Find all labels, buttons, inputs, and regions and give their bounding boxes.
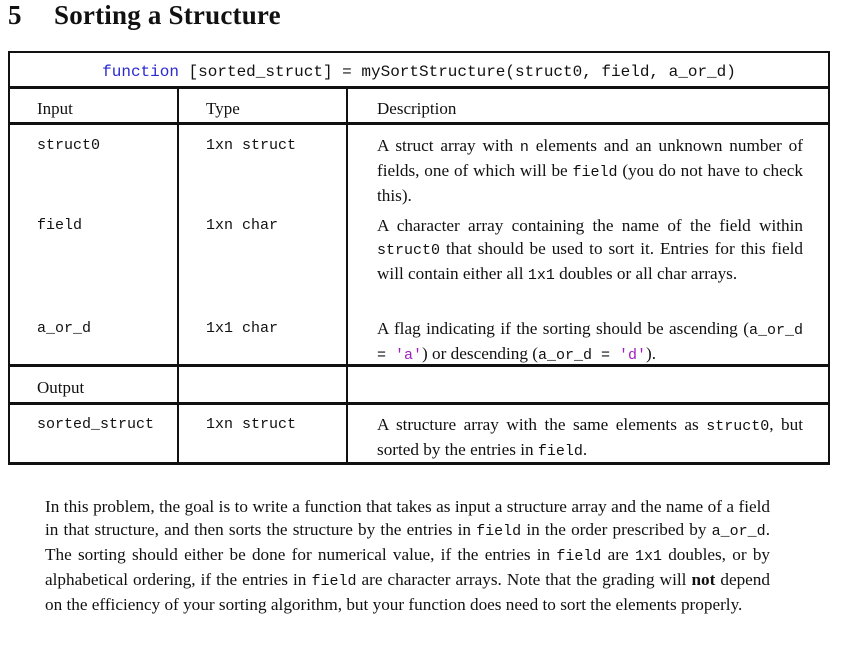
header-description: Description <box>377 99 457 118</box>
code-run: field <box>476 523 522 540</box>
text-run: doubles, or by alphabetical ordering, if the entries in <box>45 545 771 589</box>
input-name: struct0 <box>37 137 101 154</box>
code-run: field <box>572 164 618 181</box>
text-run: ). <box>646 344 657 363</box>
input-name: field <box>37 217 83 234</box>
section-title: Sorting a Structure <box>54 0 281 30</box>
bold-run: not <box>691 570 716 589</box>
text-run: A struct array with <box>377 136 520 155</box>
text-run: A flag indicating if the sorting should be ascending ( <box>377 319 749 338</box>
section-heading <box>8 0 281 31</box>
code-run: a_or_d = <box>377 322 803 364</box>
row-divider <box>10 122 828 125</box>
signature-rest: [sorted_struct] = mySortStructure(struct0, field, a_or_d) <box>178 63 736 81</box>
code-run: struct0 <box>377 242 441 259</box>
output-description <box>377 413 803 463</box>
header-type: Type <box>206 99 240 118</box>
text-run: A character array containing the name of the field within <box>377 216 803 235</box>
input-type: 1x1 char <box>206 320 279 337</box>
text-run: . The sorting should either be done for numerical value, if the entries in <box>45 520 770 564</box>
code-run: field <box>556 548 602 565</box>
text-run: that should be used to sort it. Entries for this field will contain either all <box>377 239 803 283</box>
input-type: 1xn struct <box>206 137 297 154</box>
text-run: A structure array with the same elements as <box>377 415 707 434</box>
code-run: a_or_d <box>711 523 766 540</box>
text-run: ) or descending ( <box>422 344 539 363</box>
problem-paragraph <box>45 495 770 616</box>
output-name: sorted_struct <box>37 416 155 433</box>
text-run: are <box>601 545 635 564</box>
text-run: depend on the efficiency of your sorting algorithm, but your function does need to sort the elements properly. <box>45 570 770 614</box>
input-type: 1xn char <box>206 217 279 234</box>
text-run: In this problem, the goal is to write a function that takes as input a structure array and the name of a field in that structure, and then sorts the structure by the entries in <box>45 497 770 539</box>
code-run: field <box>537 443 583 460</box>
code-run: a_or_d = <box>538 347 620 364</box>
text-run: are character arrays. Note that the grading will <box>356 570 692 589</box>
row-divider <box>10 402 828 405</box>
text-run: doubles or all char arrays. <box>554 264 738 283</box>
header-input: Input <box>37 99 73 118</box>
parameter-table <box>8 89 830 465</box>
header-output: Output <box>37 378 85 397</box>
input-description <box>377 134 803 207</box>
code-run: 1x1 <box>634 548 662 565</box>
input-name: a_or_d <box>37 320 92 337</box>
code-run: 1x1 <box>527 267 555 284</box>
text-run: . <box>582 440 588 459</box>
signature-keyword: function <box>102 63 179 81</box>
code-run: field <box>311 573 357 590</box>
text-run: (you do not have to check this). <box>377 161 803 205</box>
section-number: 5 <box>8 0 22 30</box>
code-run: struct0 <box>706 418 770 435</box>
string-literal-run: 'd' <box>619 347 647 364</box>
code-run: n <box>519 139 529 156</box>
function-signature <box>8 51 830 89</box>
column-divider <box>346 89 348 462</box>
text-run: , but sorted by the entries in <box>377 415 803 459</box>
input-description <box>377 214 803 287</box>
column-divider <box>177 89 179 462</box>
text-run: in the order prescribed by <box>521 520 712 539</box>
output-type: 1xn struct <box>206 416 297 433</box>
input-description <box>377 317 803 367</box>
text-run: elements and an unknown number of fields, one of which will be <box>377 136 803 180</box>
string-literal-run: 'a' <box>395 347 423 364</box>
